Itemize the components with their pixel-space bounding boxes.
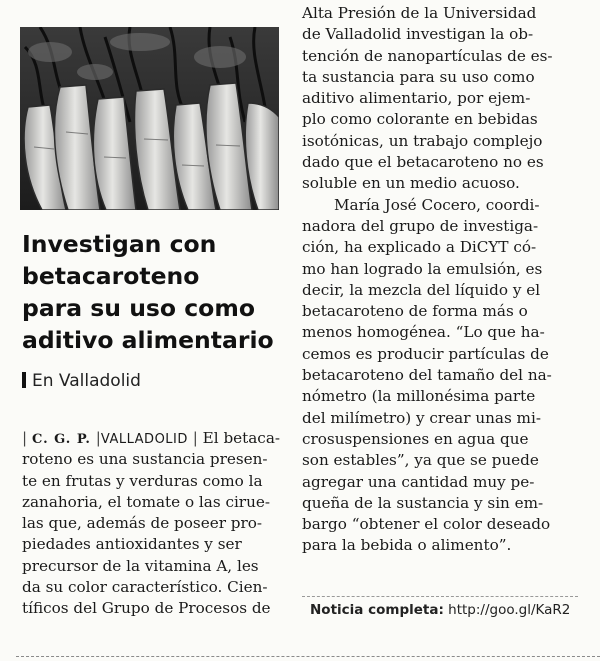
article-line: crosuspensiones en agua que [302,429,529,448]
location-label: En Valladolid [32,371,141,391]
article-line: de Valladolid investigan la ob- [302,25,534,44]
article-line: da su color característico. Cien- [22,578,268,597]
article-line: soluble en un medio acuoso. [302,174,520,193]
article-line: agregar una cantidad muy pe- [302,472,535,491]
article-line: betacaroteno del tamaño del na- [302,366,552,385]
footer-divider [302,596,578,597]
article-line: nómetro (la millonésima parte [302,387,536,406]
headline-line: aditivo alimentario [22,326,274,354]
article-line: queña de la sustancia y sin em- [302,493,544,512]
carrots-photo [20,27,279,210]
carrots-illustration [20,27,279,210]
article-line: zanahoria, el tomate o las cirue- [22,492,270,511]
byline-separator: | [192,429,198,447]
article-line: ción, ha explicado a DiCYT có- [302,238,537,257]
article-line: menos homogénea. “Lo que ha- [302,323,545,342]
full-story-link[interactable]: http://goo.gl/KaR2 [448,602,571,618]
article-line: betacaroteno de forma más o [302,302,528,321]
article-line: nadora del grupo de investiga- [302,216,539,235]
article-column-right [302,3,580,557]
article-line: del milímetro) y crear unas mi- [302,408,541,427]
article-text: El betaca- [202,429,281,447]
headline-line: para su uso como [22,294,255,322]
byline-separator: | [95,429,101,447]
full-story-label: Noticia completa: [310,602,444,618]
article-line: decir, la mezcla del líquido y el [302,280,541,299]
byline-author: C. G. P. [31,432,91,447]
article-line: tención de nanopartículas de es- [302,46,553,65]
article-line: son estables”, ya que se puede [302,451,539,470]
full-story-note [310,602,570,618]
article-line: María José Cocero, coordi- [334,195,540,214]
article-line: tíficos del Grupo de Procesos de [22,599,271,618]
article-line: dado que el betacaroteno no es [302,153,544,172]
headline-line: Investigan con [22,230,217,258]
article-line: aditivo alimentario, por ejem- [302,89,531,108]
article-line: mo han logrado la emulsión, es [302,259,543,278]
article-line: plo como colorante en bebidas [302,110,538,129]
headline-line: betacaroteno [22,262,200,290]
article-line: para la bebida o alimento”. [302,536,512,555]
article-line: cemos es producir partículas de [302,344,549,363]
article-line: Alta Presión de la Universidad [302,4,537,22]
article-column-left [22,428,284,620]
location-kicker [22,371,141,391]
byline-city: VALLADOLID [100,432,188,447]
article-line: bargo “obtener el color deseado [302,515,551,534]
article-line: ta sustancia para su uso como [302,67,535,86]
article-line: piedades antioxidantes y ser [22,535,242,554]
article-line: las que, además de poseer pro- [22,514,263,533]
article-line: te en frutas y verduras como la [22,471,263,490]
article-line: roteno es una sustancia presen- [22,450,268,469]
byline-line [22,428,284,449]
article-line: isotónicas, un trabajo complejo [302,131,543,150]
byline-separator: | [22,429,28,447]
headline [22,228,284,356]
page-cut-line [16,656,600,657]
kicker-bar-icon [22,372,26,388]
article-line: precursor de la vitamina A, les [22,556,259,575]
